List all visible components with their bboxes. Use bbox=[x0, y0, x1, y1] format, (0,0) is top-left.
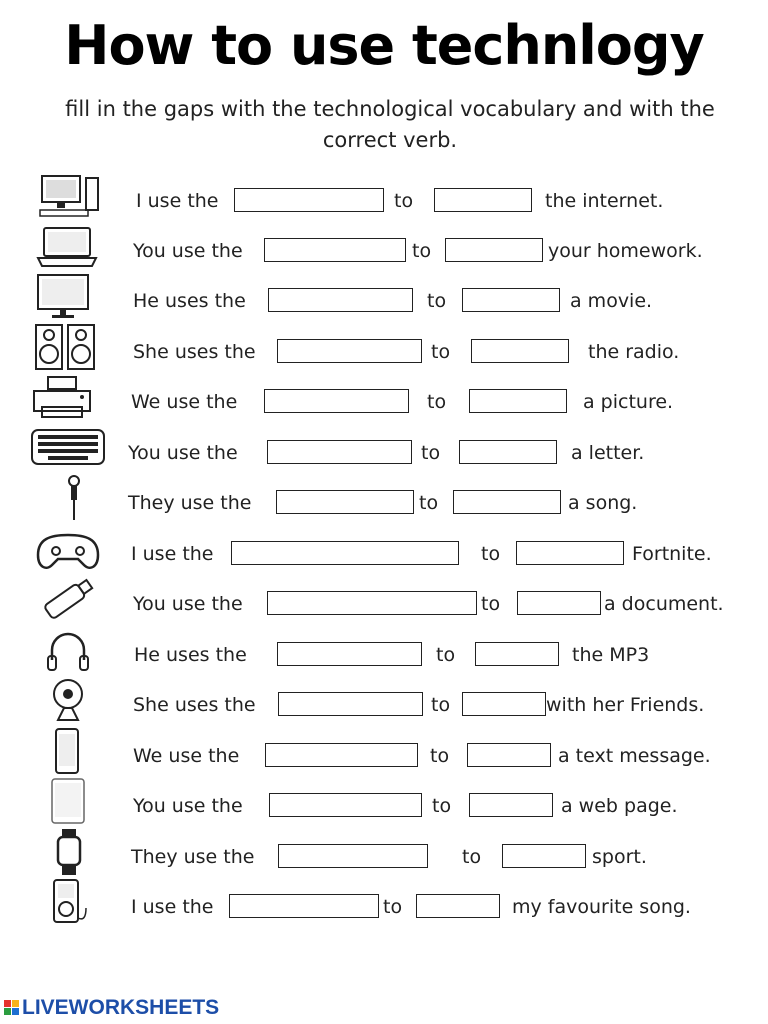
sentence-row bbox=[0, 478, 768, 528]
sentence-subject: He uses the bbox=[134, 644, 247, 666]
microphone-icon bbox=[28, 474, 108, 522]
smartwatch-icon bbox=[28, 828, 108, 876]
sentence-ending: a web page. bbox=[561, 795, 678, 817]
verb-blank-input[interactable] bbox=[502, 844, 586, 868]
sentence-ending: a picture. bbox=[583, 391, 674, 413]
verb-blank-input[interactable] bbox=[475, 642, 559, 666]
sentence-row bbox=[0, 579, 768, 629]
sentence-row bbox=[0, 377, 768, 427]
sentence-ending: the internet. bbox=[545, 190, 664, 212]
sentence-row bbox=[0, 832, 768, 882]
sentence-ending: a document. bbox=[604, 593, 724, 615]
sentence-ending: sport. bbox=[592, 846, 647, 868]
sentence-row bbox=[0, 630, 768, 680]
device-blank-input[interactable] bbox=[264, 238, 406, 262]
laptop-icon bbox=[28, 222, 108, 270]
verb-blank-input[interactable] bbox=[459, 440, 557, 464]
sentence-subject: She uses the bbox=[133, 694, 256, 716]
verb-blank-input[interactable] bbox=[462, 692, 546, 716]
sentence-ending: a song. bbox=[568, 492, 638, 514]
device-blank-input[interactable] bbox=[267, 440, 412, 464]
mp3-player-icon bbox=[28, 878, 108, 926]
sentence-to: to bbox=[432, 795, 452, 817]
sentence-subject: I use the bbox=[136, 190, 219, 212]
verb-blank-input[interactable] bbox=[434, 188, 532, 212]
device-blank-input[interactable] bbox=[267, 591, 477, 615]
device-blank-input[interactable] bbox=[277, 339, 422, 363]
keyboard-icon bbox=[28, 424, 108, 472]
sentence-subject: She uses the bbox=[133, 341, 256, 363]
sentence-to: to bbox=[419, 492, 439, 514]
liveworksheets-logo-icon bbox=[4, 1000, 20, 1016]
sentence-ending: the radio. bbox=[588, 341, 680, 363]
verb-blank-input[interactable] bbox=[469, 793, 553, 817]
sentence-subject: I use the bbox=[131, 543, 214, 565]
sentence-to: to bbox=[412, 240, 432, 262]
device-blank-input[interactable] bbox=[277, 642, 422, 666]
sentence-subject: They use the bbox=[128, 492, 252, 514]
sentence-row bbox=[0, 276, 768, 326]
verb-blank-input[interactable] bbox=[471, 339, 569, 363]
device-blank-input[interactable] bbox=[265, 743, 418, 767]
sentence-to: to bbox=[427, 290, 447, 312]
sentence-subject: I use the bbox=[131, 896, 214, 918]
sentence-ending: Fortnite. bbox=[632, 543, 712, 565]
verb-blank-input[interactable] bbox=[462, 288, 560, 312]
verb-blank-input[interactable] bbox=[445, 238, 543, 262]
sentence-to: to bbox=[383, 896, 403, 918]
verb-blank-input[interactable] bbox=[453, 490, 561, 514]
speakers-icon bbox=[28, 323, 108, 371]
sentence-ending: your homework. bbox=[548, 240, 703, 262]
verb-blank-input[interactable] bbox=[517, 591, 601, 615]
sentence-to: to bbox=[421, 442, 441, 464]
sentence-subject: You use the bbox=[128, 442, 238, 464]
sentence-ending: the MP3 bbox=[572, 644, 650, 666]
sentence-to: to bbox=[430, 745, 450, 767]
desktop-computer-icon bbox=[28, 172, 108, 220]
verb-blank-input[interactable] bbox=[516, 541, 624, 565]
verb-blank-input[interactable] bbox=[416, 894, 500, 918]
usb-drive-icon bbox=[28, 575, 108, 623]
sentence-subject: You use the bbox=[133, 240, 243, 262]
device-blank-input[interactable] bbox=[278, 844, 428, 868]
sentence-row bbox=[0, 529, 768, 579]
sentence-row bbox=[0, 882, 768, 932]
tablet-icon bbox=[28, 777, 108, 825]
sentence-to: to bbox=[462, 846, 482, 868]
sentence-subject: You use the bbox=[133, 795, 243, 817]
sentence-row bbox=[0, 226, 768, 276]
sentence-to: to bbox=[431, 694, 451, 716]
sentence-ending: a letter. bbox=[571, 442, 645, 464]
verb-blank-input[interactable] bbox=[467, 743, 551, 767]
footer-brand-text: LIVEWORKSHEETS bbox=[22, 996, 220, 1019]
device-blank-input[interactable] bbox=[234, 188, 384, 212]
headphones-icon bbox=[28, 626, 108, 674]
game-controller-icon bbox=[28, 525, 108, 573]
sentence-to: to bbox=[481, 543, 501, 565]
sentence-subject: They use the bbox=[131, 846, 255, 868]
sentence-to: to bbox=[427, 391, 447, 413]
sentence-ending: a text message. bbox=[558, 745, 711, 767]
smartphone-icon bbox=[28, 727, 108, 775]
sentence-to: to bbox=[481, 593, 501, 615]
device-blank-input[interactable] bbox=[278, 692, 423, 716]
device-blank-input[interactable] bbox=[229, 894, 379, 918]
sentence-to: to bbox=[436, 644, 456, 666]
sentence-subject: You use the bbox=[133, 593, 243, 615]
printer-icon bbox=[28, 373, 108, 421]
sentence-row bbox=[0, 680, 768, 730]
sentence-row bbox=[0, 781, 768, 831]
sentence-ending: my favourite song. bbox=[512, 896, 691, 918]
sentence-to: to bbox=[394, 190, 414, 212]
sentence-row bbox=[0, 428, 768, 478]
device-blank-input[interactable] bbox=[231, 541, 459, 565]
device-blank-input[interactable] bbox=[268, 288, 413, 312]
device-blank-input[interactable] bbox=[264, 389, 409, 413]
device-blank-input[interactable] bbox=[276, 490, 414, 514]
sentence-subject: We use the bbox=[133, 745, 240, 767]
footer-brand bbox=[4, 996, 219, 1020]
verb-blank-input[interactable] bbox=[469, 389, 567, 413]
sentence-row bbox=[0, 176, 768, 226]
monitor-icon bbox=[28, 272, 108, 320]
sentence-row bbox=[0, 731, 768, 781]
worksheet-title: How to use technlogy bbox=[64, 14, 704, 77]
device-blank-input[interactable] bbox=[269, 793, 422, 817]
sentence-subject: We use the bbox=[131, 391, 238, 413]
sentence-to: to bbox=[431, 341, 451, 363]
sentence-ending: with her Friends. bbox=[546, 694, 705, 716]
sentence-subject: He uses the bbox=[133, 290, 246, 312]
instructions: fill in the gaps with the technological vocabulary and with the correct verb. bbox=[65, 97, 715, 152]
sentence-ending: a movie. bbox=[570, 290, 653, 312]
webcam-icon bbox=[28, 676, 108, 724]
sentence-row bbox=[0, 327, 768, 377]
